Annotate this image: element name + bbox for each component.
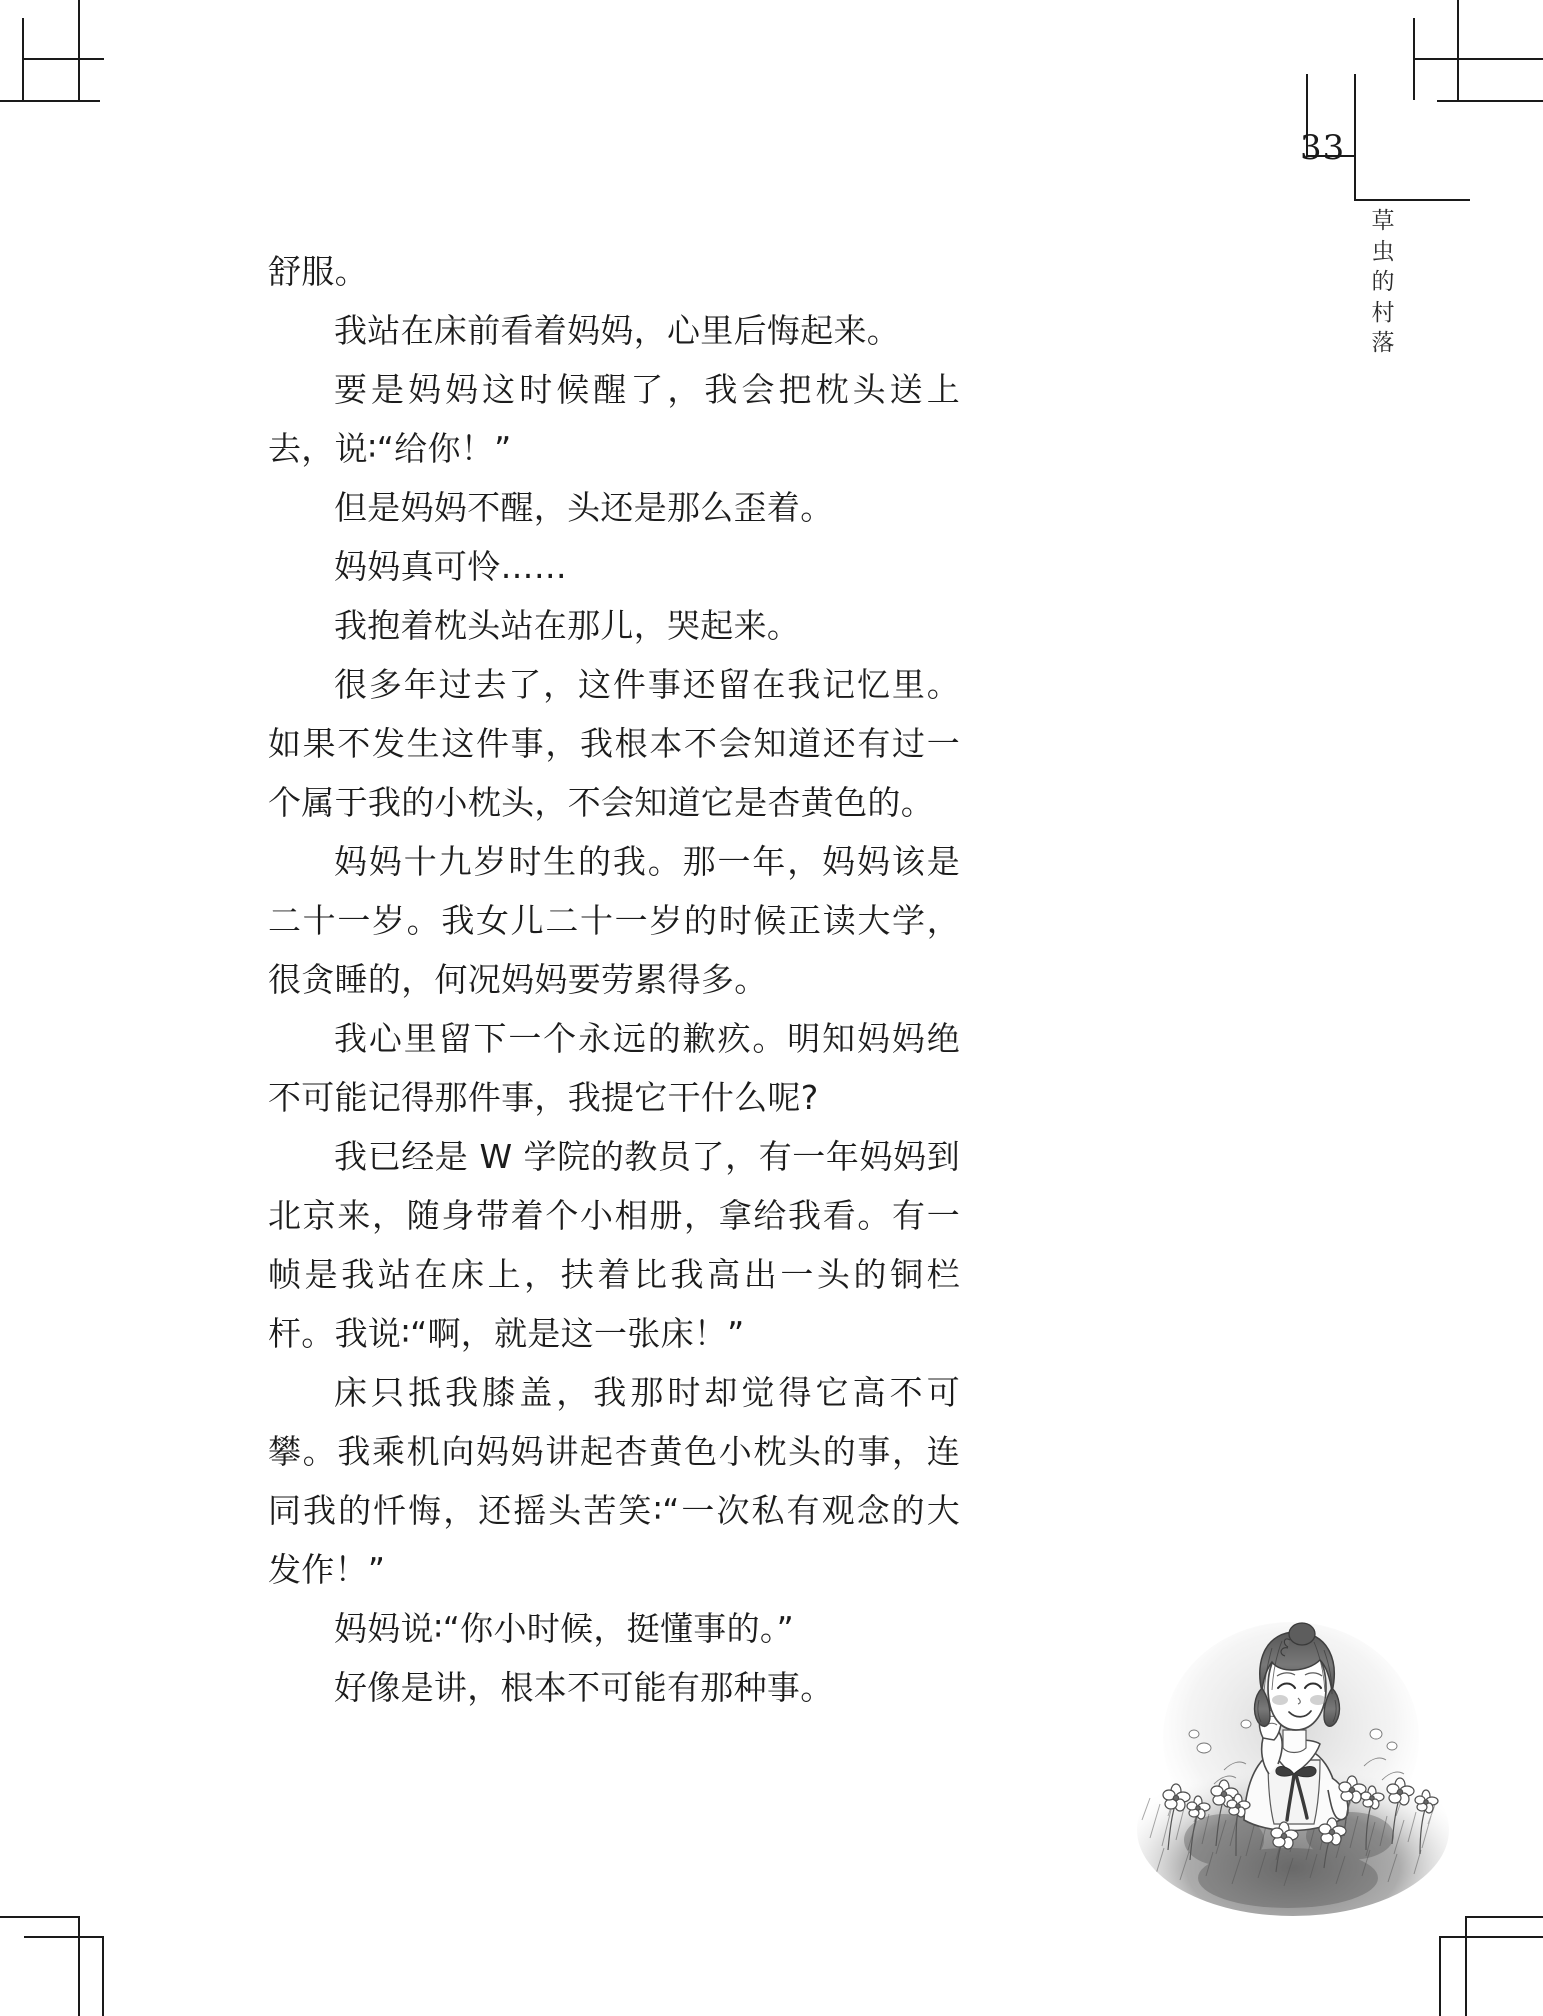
body-text	[268, 242, 960, 1717]
running-head-char: 的	[1371, 269, 1395, 296]
paragraph: 床只抵我膝盖，我那时却觉得它高不可攀。我乘机向妈妈讲起杏黄色小枕头的事，连同我的忏悔，还摇头苦笑∶“一次私有观念的大发作！”	[268, 1373, 960, 1589]
paragraph: 我站在床前看着妈妈，心里后悔起来。	[334, 311, 901, 350]
paragraph: 妈妈真可怜……	[334, 547, 568, 586]
paragraph: 很多年过去了，这件事还留在我记忆里。如果不发生这件事，我根本不会知道还有过一个属于我的小枕头，不会知道它是杏黄色的。	[268, 665, 960, 822]
paragraph: 妈妈十九岁时生的我。那一年，妈妈该是二十一岁。我女儿二十一岁的时候正读大学，很贪睡的，何况妈妈要劳累得多。	[268, 842, 960, 999]
running-head-char: 村	[1371, 299, 1395, 326]
page-number: 33	[1300, 128, 1346, 168]
paragraph: 妈妈说∶“你小时候，挺懂事的。”	[334, 1609, 795, 1648]
running-head-char: 虫	[1371, 238, 1395, 265]
paragraph: 但是妈妈不醒，头还是那么歪着。	[334, 488, 834, 527]
paragraph: 舒服。	[268, 252, 368, 291]
running-head-char: 落	[1371, 330, 1395, 357]
girl-in-flower-field-illustration	[1128, 1588, 1458, 1918]
running-head	[1366, 206, 1400, 359]
paragraph: 我已经是 W 学院的教员了，有一年妈妈到北京来，随身带着个小相册，拿给我看。有一帧是我站在床上，扶着比我高出一头的铜栏杆。我说∶“啊，就是这一张床！”	[268, 1137, 960, 1353]
paragraph: 我心里留下一个永远的歉疚。明知妈妈绝不可能记得那件事，我提它干什么呢?	[268, 1019, 960, 1117]
paragraph: 我抱着枕头站在那儿，哭起来。	[334, 606, 801, 645]
paragraph: 好像是讲，根本不可能有那种事。	[334, 1668, 834, 1707]
paragraph: 要是妈妈这时候醒了，我会把枕头送上去，说∶“给你！”	[268, 370, 960, 468]
running-head-char: 草	[1371, 208, 1395, 234]
